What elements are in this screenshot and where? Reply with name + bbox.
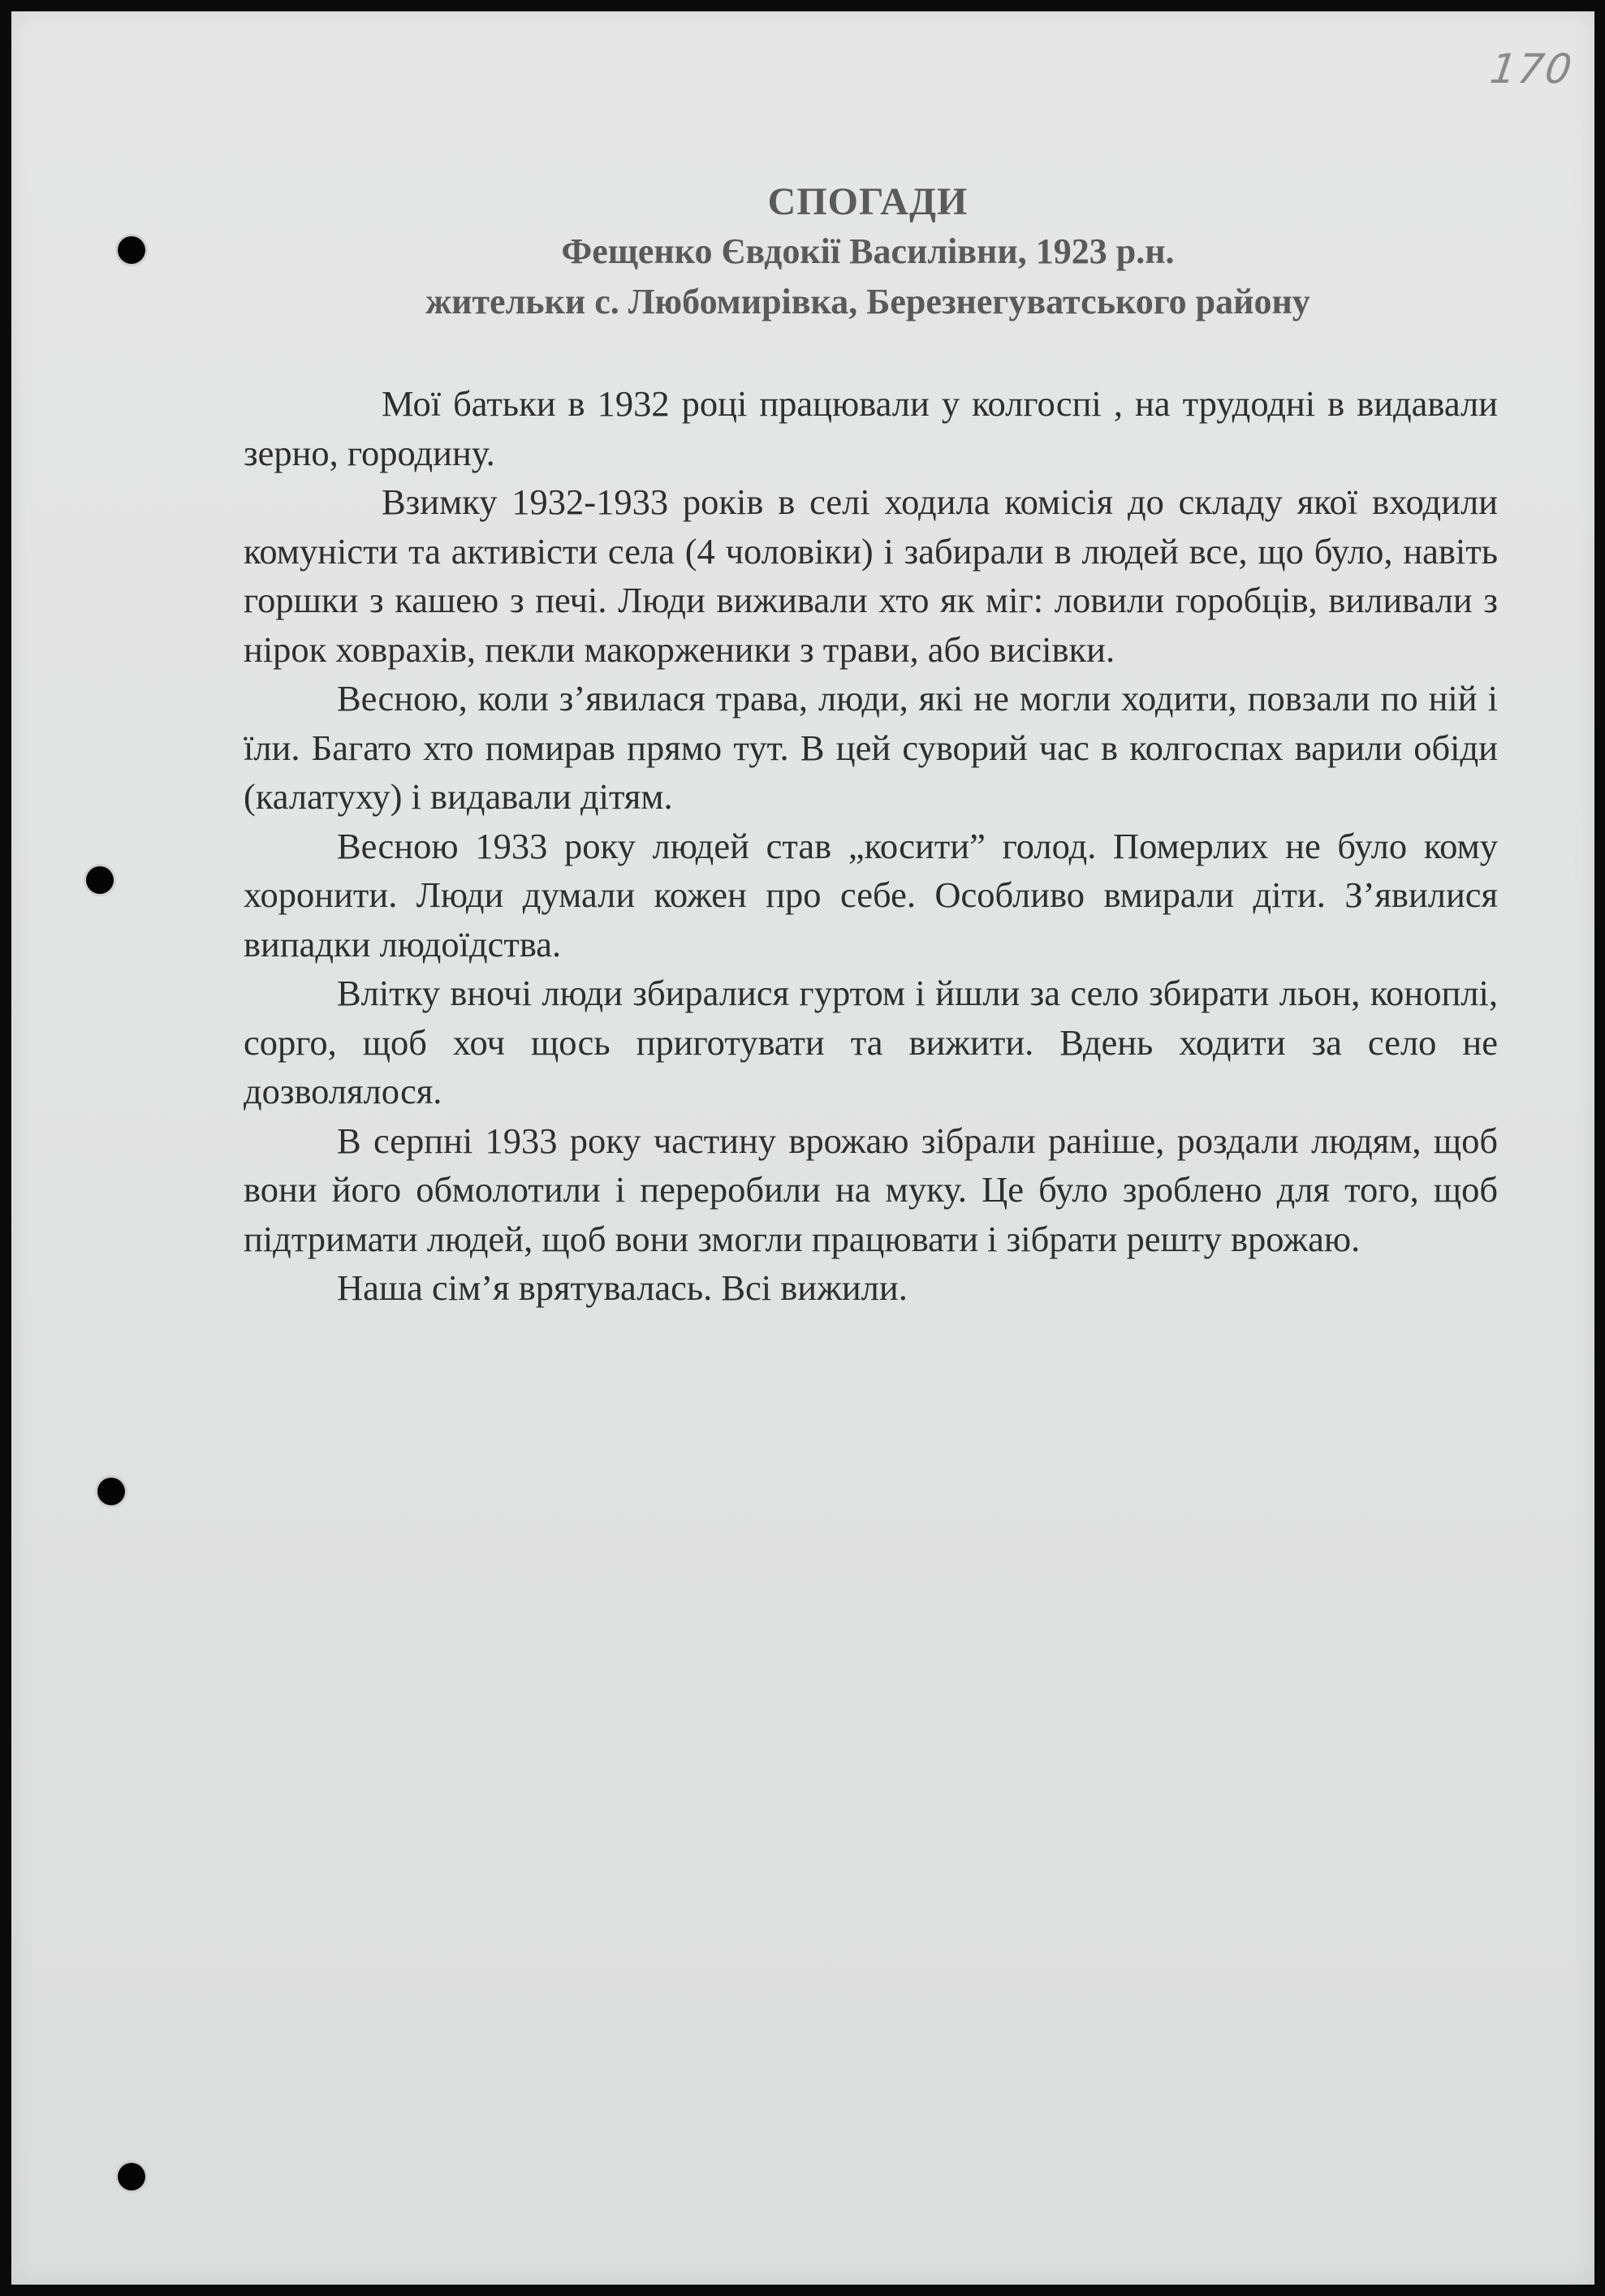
paragraph: Влітку вночі люди збиралися гуртом і йшли за село збирати льон, коноплі, сорго, щоб хоч щось приготувати та вижити. Вдень ходити за село не дозволялося. bbox=[244, 973, 1498, 1111]
punch-hole-icon bbox=[118, 2163, 145, 2190]
paragraph: Весною 1933 року людей став „косити” голод. Померлих не було кому хоронити. Люди думали кожен про себе. Особливо вмирали діти. З’явилися випадки людоїдства. bbox=[244, 825, 1498, 965]
document-header bbox=[11, 178, 1605, 327]
author-line: Фещенко Євдокії Василівни, 1923 р.н. bbox=[561, 231, 1175, 271]
paragraph: Весною, коли з’явилася трава, люди, які не могли ходити, повзали по ній і їли. Багато хто помирав прямо тут. В цей суворий час в колгоспах варили обіди (калатуху) і видавали дітям. bbox=[244, 678, 1498, 817]
paragraph: Взимку 1932-1933 років в селі ходила комісія до складу якої входили комуністи та активісти села (4 чоловіки) і забирали в людей все, що було, навіть горшки з кашею з печі. Люди виживали хто як міг: ловили горобців, виливали з нірок ховрахів, пекли макорженики з трави, або висівки. bbox=[244, 481, 1498, 670]
residence-line: жительки с. Любомирівка, Березнегуватського району bbox=[425, 282, 1310, 322]
punch-hole-icon bbox=[97, 1478, 125, 1505]
memoir-text bbox=[244, 379, 1498, 1313]
paragraph: В серпні 1933 року частину врожаю зібрали раніше, роздали людям, щоб вони його обмолотили і переробили на муку. Це було зроблено для того, щоб підтримати людей, щоб вони змогли працювати і зібрати решту врожаю. bbox=[244, 1120, 1498, 1259]
document-title: СПОГАДИ bbox=[767, 180, 969, 223]
punch-hole-icon bbox=[86, 866, 114, 894]
handwritten-page-number: 170 bbox=[1486, 45, 1577, 93]
paragraph: Наша сім’я врятувалась. Всі вижили. bbox=[337, 1267, 908, 1308]
paragraph: Мої батьки в 1932 році працювали у колгоспі , на трудодні в видавали зерно, городину. bbox=[244, 383, 1498, 473]
paper-sheet bbox=[11, 11, 1594, 2285]
